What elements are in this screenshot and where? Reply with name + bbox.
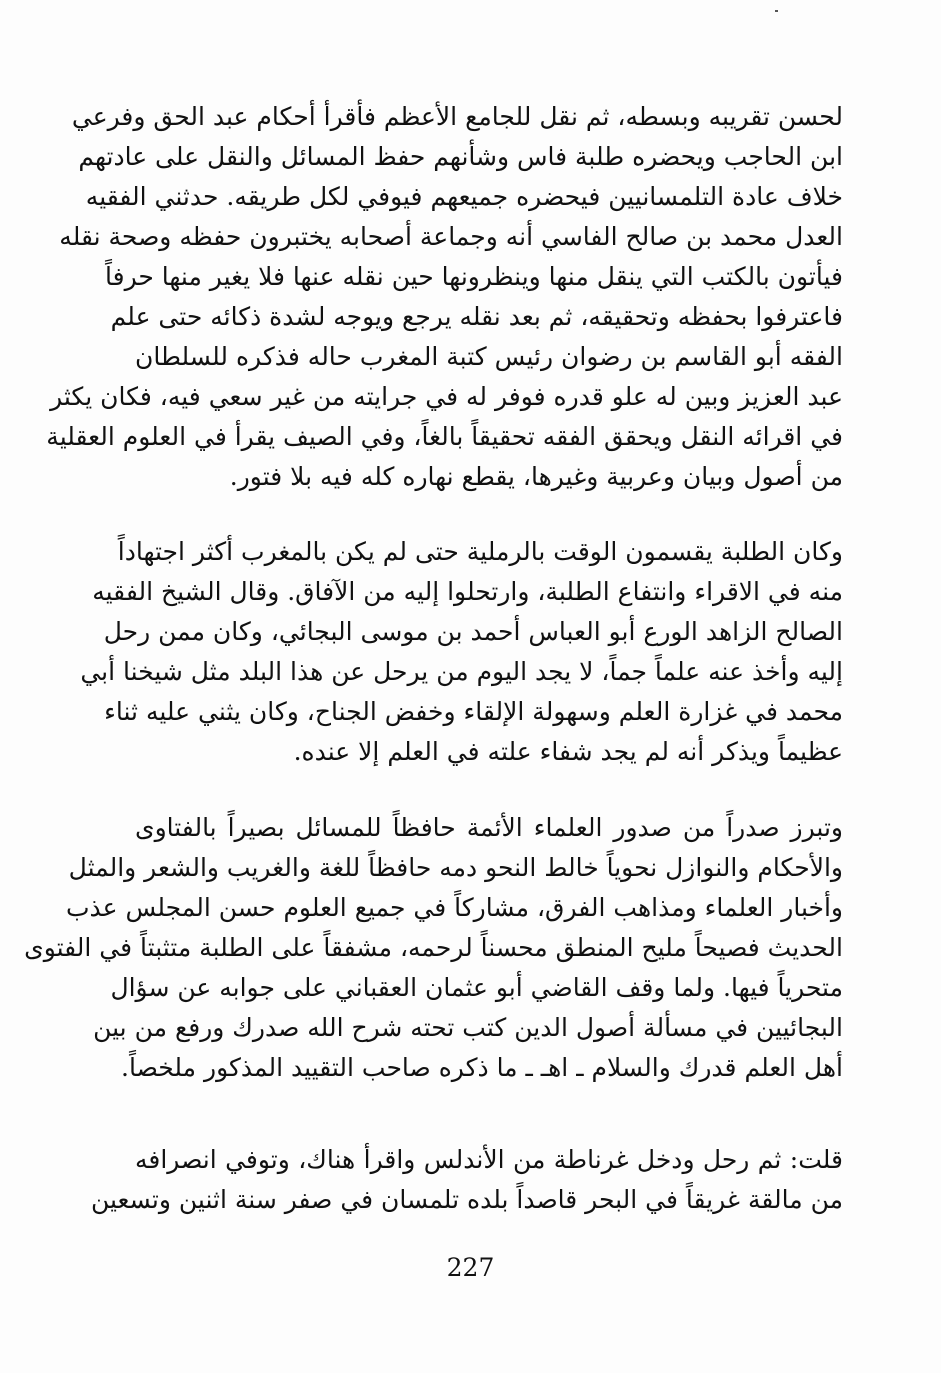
text-line: فاعترفوا بحفظه وتحقيقه، ثم بعد نقله يرجع ويوجه لشدة ذكائه حتى علم bbox=[110, 302, 843, 331]
text-line: فيأتون بالكتب التي ينقل منها وينظرونها حين نقله عنها فلا يغير منها حرفاً bbox=[105, 262, 843, 291]
text-line: عبد العزيز وبين له علو قدره فوفر له في جرايته من غير سعي فيه، فكان يكثر bbox=[50, 382, 843, 411]
text-line: متحرياً فيها. ولما وقف القاضي أبو عثمان العقباني على جوابه عن سؤال bbox=[110, 973, 843, 1002]
text-line: من أصول وبيان وعربية وغيرها، يقطع نهاره كله فيه بلا فتور. bbox=[229, 462, 843, 491]
text-line: لحسن تقريبه وبسطه، ثم نقل للجامع الأعظم فأقرأ أحكام عبد الحق وفرعي bbox=[71, 102, 843, 131]
text-line: والأحكام والنوازل نحوياً خالط النحو دمه حافظاً للغة والغريب والشعر والمثل bbox=[68, 853, 843, 882]
text-line: من مالقة غريقاً في البحر قاصداً بلده تلمسان في صفر سنة اثنين وتسعين bbox=[90, 1185, 843, 1214]
paragraph-4 bbox=[90, 1140, 843, 1220]
text-line: منه في الاقراء وانتفاع الطلبة، وارتحلوا إليه من الآفاق. وقال الشيخ الفقيه bbox=[92, 577, 843, 606]
paragraph-3 bbox=[24, 808, 843, 1088]
text-line: وكان الطلبة يقسمون الوقت بالرملية حتى لم يكن بالمغرب أكثر اجتهاداً bbox=[117, 537, 843, 566]
text-line: وتبرز صدراً من صدور العلماء الأئمة حافظاً للمسائل بصيراً بالفتاوى bbox=[135, 813, 843, 842]
text-line: قلت: ثم رحل ودخل غرناطة من الأندلس واقرأ هناك، وتوفي انصرافه bbox=[135, 1145, 843, 1174]
text-line: أهل العلم قدرك والسلام ـ اهـ ـ ما ذكره صاحب التقييد المذكور ملخصاً. bbox=[121, 1053, 843, 1082]
text-line: محمد في غزارة العلم وسهولة الإلقاء وخفض الجناح، وكان يثني عليه ثناء bbox=[104, 697, 843, 726]
text-line: البجائيين في مسألة أصول الدين كتب تحته شرح الله صدرك ورفع من بين bbox=[93, 1013, 843, 1042]
text-line: العدل محمد بن صالح الفاسي أنه وجماعة أصحابه يختبرون حفظه وصحة نقله bbox=[59, 222, 843, 251]
paragraph-2 bbox=[80, 532, 843, 772]
paper-speck bbox=[775, 10, 778, 12]
text-line: خلاف عادة التلمسانيين فيحضره جميعهم فيوفي لكل طريقه. حدثني الفقيه bbox=[85, 182, 843, 211]
text-line: الحديث فصيحاً مليح المنطق محسناً لرحمه، مشفقاً على الطلبة متثبتاً في الفتوى bbox=[24, 933, 843, 962]
text-line: إليه وأخذ عنه علماً جماً، لا يجد اليوم من يرحل عن هذا البلد مثل شيخنا أبي bbox=[80, 657, 843, 686]
text-line: وأخبار العلماء ومذاهب الفرق، مشاركاً في جميع العلوم حسن المجلس عذب bbox=[65, 893, 843, 922]
text-line: في اقرائه النقل ويحقق الفقه تحقيقاً بالغاً، وفي الصيف يقرأ في العلوم العقلية bbox=[46, 422, 843, 451]
text-line: عظيماً ويذكر أنه لم يجد شفاء علته في العلم إلا عنده. bbox=[293, 737, 843, 766]
text-line: الصالح الزاهد الورع أبو العباس أحمد بن موسى البجائي، وكان ممن رحل bbox=[103, 617, 843, 646]
text-line: ابن الحاجب ويحضره طلبة فاس وشأنهم حفظ المسائل والنقل على عادتهم bbox=[78, 142, 843, 171]
page-number: 227 bbox=[446, 1253, 495, 1282]
text-line: الفقه أبو القاسم بن رضوان رئيس كتبة المغرب حاله فذكره للسلطان bbox=[135, 342, 843, 371]
paragraph-1 bbox=[46, 97, 843, 497]
